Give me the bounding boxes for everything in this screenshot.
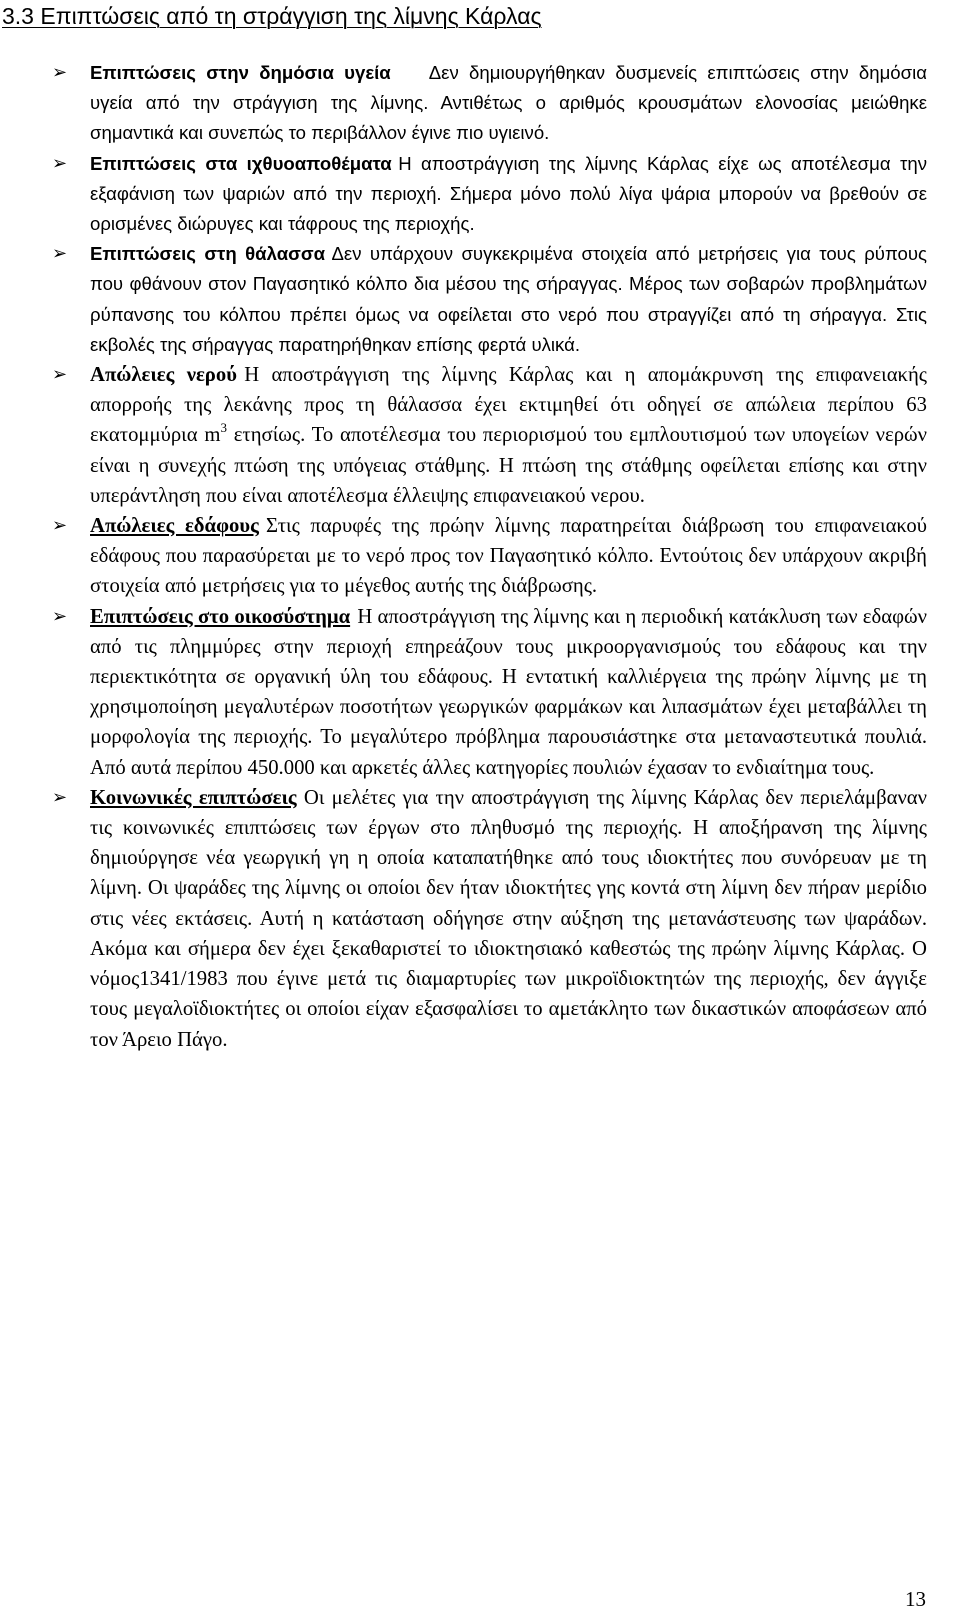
arrow-bullet-icon: ➢: [52, 364, 68, 386]
item-label: Επιπτώσεις στη θάλασσα: [90, 243, 325, 265]
list-item-water-loss: [52, 360, 927, 511]
item-text: Η αποστράγγιση της λίμνης και η περιοδική κατάκλυση των εδαφών από τις πλημμύρες στην περιοχή επηρεάζουν τους μικροοργανισμούς του εδάφους και την περιεκτικότητα σε οργανική ύλη του εδάφους. Η εντατική καλλιέργεια της πρώην λίμνης με τη χρησιμοποίηση μεγαλυτέρων ποσοτήτων γεωργικών φαρμάκων και λιπασμάτων έχει μεταβάλλει τη μορφολογία της περιοχής. Το μεγαλύτερο πρόβλημα παρουσιάστηκε στα μεταναστευτικά πουλιά. Από αυτά περίπου 450.000 και αρκετές άλλες κατηγορίες πουλιών έχασαν το ενδιαίτημα τους.: [90, 605, 927, 779]
arrow-bullet-icon: ➢: [52, 152, 68, 174]
item-text: Οι μελέτες για την αποστράγγιση της λίμνης Κάρλας δεν περιελάμβαναν τις κοινωνικές επιπτώσεις των έργων στο πληθυσμό της περιοχής. Η αποξήρανση της λίμνης δημιούργησε νέα γεωργική γη η οποία καταπατήθηκε από τους ιδιοκτήτες που συνόρευαν με τη λίμνη. Οι ψαράδες της λίμνης οι οποίοι δεν ήταν ιδιοκτήτες γης κοντά στη λίμνη δεν πήραν μερίδιο στις νέες εκτάσεις. Αυτή η κατάσταση οδήγησε στην αύξηση της μετανάστευσης των ψαράδων. Ακόμα και σήμερα δεν έχει ξεκαθαριστεί το ιδιοκτησιακό καθεστώς της πρώην λίμνης Κάρλας. Ο νόμος1341/1983 που έγινε μετά τις διαμαρτυρίες των μικροϊδιοκτητών της περιοχής, δεν άγγιξε τους μεγαλοϊδιοκτήτες οι οποίοι είχαν εξασφαλίσει το αμετάκλητο των δικαστικών αποφάσεων από τον Άρειο Πάγο.: [90, 786, 927, 1051]
item-text: Η αποστράγγιση της λίμνης Κάρλας είχε ως αποτέλεσμα την εξαφάνιση των ψαριών από την περιοχή. Σήμερα μόνο πολύ λίγα ψάρια μπορούν να βρεθούν σε ορισμένες διώρυγες και τάφρους της περιοχής.: [90, 152, 927, 235]
item-label: Απώλειες εδάφους: [90, 515, 259, 538]
item-label: Επιπτώσεις στην δημόσια υγεία: [90, 62, 391, 83]
arrow-bullet-icon: ➢: [52, 243, 68, 265]
superscript: 3: [220, 420, 227, 436]
list-item-social: [52, 783, 927, 1055]
item-label: Επιπτώσεις στα ιχθυοαποθέματα: [90, 152, 392, 174]
list-item-public-health: [52, 58, 927, 149]
list-item-fish-stocks: [52, 149, 927, 240]
item-text: Δεν υπάρχουν συγκεκριμένα στοιχεία από μετρήσεις για τους ρύπους που φθάνουν στον Παγασητικό κόλπο δια μέσου της σήραγγας. Μέρος των σοβαρών προβλημάτων ρύπανσης του κόλπου πρέπει όμως να οφείλεται στο νερό που στραγγίζει από τη σήραγγα. Στις εκβολές της σήραγγας παρατηρήθηκαν επίσης φερτά υλικά.: [90, 243, 927, 355]
arrow-bullet-icon: ➢: [52, 786, 68, 808]
list-item-soil-loss: [52, 511, 927, 602]
item-text: Στις παρυφές της πρώην λίμνης παρατηρείται διάβρωση του επιφανειακού εδάφους που παρασύρεται με το νερό προς τον Παγασητικό κόλπο. Εντούτοις δεν υπάρχουν ακριβή στοιχεία από μετρήσεις για το μέγεθος αυτής της διάβρωσης.: [90, 515, 927, 598]
arrow-bullet-icon: ➢: [52, 605, 68, 627]
section-heading: 3.3 Επιπτώσεις από τη στράγγιση της λίμνης Κάρλας: [2, 3, 542, 29]
impacts-list: [52, 58, 927, 1055]
item-label: Απώλειες νερού: [90, 364, 237, 387]
item-label: Επιπτώσεις στο οικοσύστημα: [90, 605, 351, 628]
arrow-bullet-icon: ➢: [52, 62, 68, 83]
item-text: Η αποστράγγιση της λίμνης Κάρλας και η απομάκρυνση της επιφανειακής απορροής της λεκάνης προς τη θάλασσα έχει εκτιμηθεί ότι οδηγεί σε απώλεια περίπου 63 εκατομμύρια m: [90, 364, 927, 447]
list-item-sea: [52, 239, 927, 360]
page-number: 13: [905, 1587, 926, 1611]
list-item-ecosystem: [52, 602, 927, 783]
item-text-continued: ετησίως. Το αποτέλεσμα του περιορισμού του εμπλουτισμού των υπογείων νερών είναι η συνεχής πτώση της υπόγειας στάθμης. Η πτώση της στάθμης οφείλεται επίσης και στην υπεράντληση που είναι αποτέλεσμα έλλειψης επιφανειακού νερου.: [90, 424, 927, 507]
arrow-bullet-icon: ➢: [52, 515, 68, 537]
item-text: Δεν δημιουργήθηκαν δυσμενείς επιπτώσεις στην δημόσια υγεία από την στράγγιση της λίμνης. Αντιθέτως ο αριθμός κρουσμάτων ελονοσίας μειώθηκε σημαντικά και συνεπώς το περιβάλλον έγινε πιο υγιεινό.: [90, 62, 927, 144]
item-label: Κοινωνικές επιπτώσεις: [90, 786, 297, 809]
